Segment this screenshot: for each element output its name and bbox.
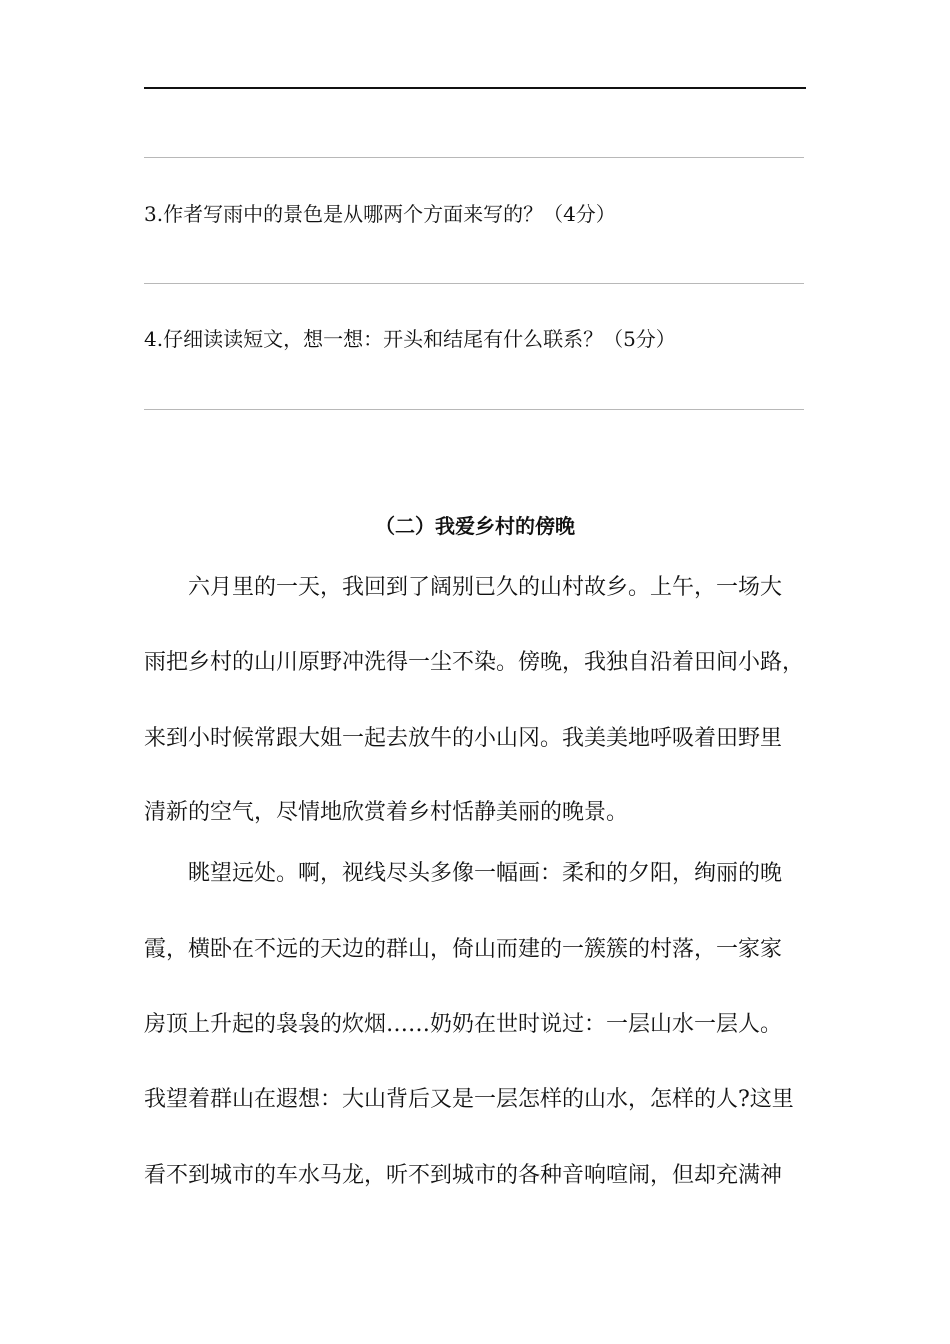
answer-line-2 bbox=[144, 157, 804, 158]
passage-line: 眺望远处。啊，视线尽头多像一幅画：柔和的夕阳，绚丽的晚 bbox=[144, 861, 783, 886]
answer-line-4 bbox=[144, 409, 804, 410]
passage-line: 清新的空气，尽情地欣赏着乡村恬静美丽的晚景。 bbox=[144, 800, 629, 825]
passage-title: （二）我爱乡村的傍晚 bbox=[375, 514, 575, 538]
passage-line: 我望着群山在遐想：大山背后又是一层怎样的山水，怎样的人?这里 bbox=[144, 1087, 794, 1112]
passage-line: 房顶上升起的袅袅的炊烟……奶奶在世时说过：一层山水一层人。 bbox=[144, 1012, 783, 1037]
passage-line: 六月里的一天，我回到了阔别已久的山村故乡。上午，一场大 bbox=[144, 575, 783, 600]
answer-line-3 bbox=[144, 283, 804, 284]
passage-line: 霞，横卧在不远的天边的群山，倚山而建的一簇簇的村落，一家家 bbox=[144, 937, 783, 962]
question-3: 3.作者写雨中的景色是从哪两个方面来写的？（4分） bbox=[144, 202, 616, 226]
passage-line: 来到小时候常跟大姐一起去放牛的小山冈。我美美地呼吸着田野里 bbox=[144, 726, 783, 751]
top-rule bbox=[144, 87, 806, 89]
passage-line: 雨把乡村的山川原野冲洗得一尘不染。傍晚，我独自沿着田间小路， bbox=[144, 650, 805, 675]
question-4: 4.仔细读读短文，想一想：开头和结尾有什么联系？（5分） bbox=[144, 327, 676, 351]
passage-line: 看不到城市的车水马龙，听不到城市的各种音响喧闹，但却充满神 bbox=[144, 1163, 783, 1188]
